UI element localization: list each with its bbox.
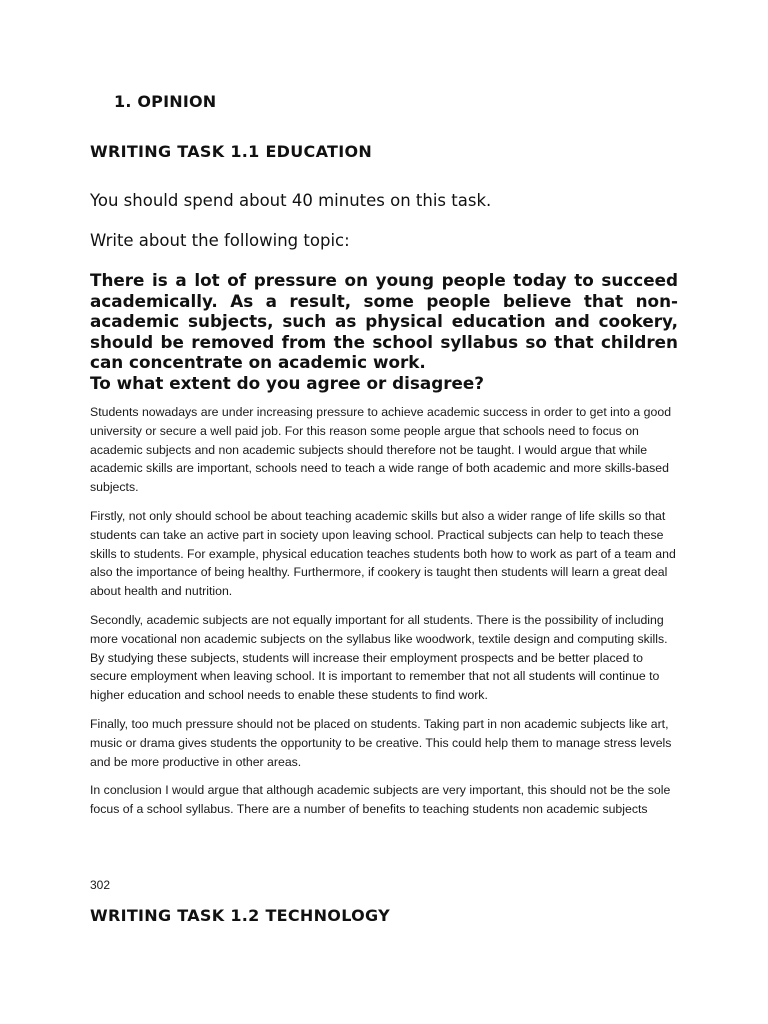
essay-paragraph-secondly: Secondly, academic subjects are not equally important for all students. There is the possibility of including more vocational non academic subjects on the syllabus like woodwork, textile design and computing skills. By studying these subjects, students will increase their employment prospects and be better placed to secure employment when leaving school. It is important to remember that not all students will continue to higher education and school needs to enable these students to find work. xyxy=(90,613,668,703)
essay-paragraph-firstly: Firstly, not only should school be about teaching academic skills but also a wider range of life skills so that students can take an active part in society upon leaving school. Practical subjects can help to teach these skills to students. For example, physical education teaches students both how to work as part of a team and also the importance of being healthy. Furthermore, if cookery is taught then students will learn a great deal about health and nutrition. xyxy=(90,509,676,599)
essay-paragraph-conclusion: In conclusion I would argue that although academic subjects are very important, this should not be the sole focus of a school syllabus. There are a number of benefits to teaching students non academic subjects xyxy=(90,783,671,816)
task-heading: WRITING TASK 1.1 EDUCATION xyxy=(90,142,373,161)
next-task-heading: WRITING TASK 1.2 TECHNOLOGY xyxy=(90,906,391,925)
page-number: 302 xyxy=(90,878,111,892)
essay-paragraph-finally: Finally, too much pressure should not be placed on students. Taking part in non academic subjects like art, music or drama gives students the opportunity to be creative. This could help them to manage stress levels and be more productive in other areas. xyxy=(90,717,672,769)
essay-prompt: There is a lot of pressure on young people today to succeed academically. As a result, some people believe that non-academic subjects, such as physical education and cookery, should be removed from the school syllabus so that children can concentrate on academic work. xyxy=(90,270,678,372)
section-heading: 1. OPINION xyxy=(114,92,217,111)
essay-paragraph-intro: Students nowadays are under increasing pressure to achieve academic success in order to get into a good university or secure a well paid job. For this reason some people argue that schools need to focus on academic subjects and non academic subjects should therefore not be taught. I would argue that while academic skills are important, schools need to teach a wide range of both academic and more skills-based subjects. xyxy=(90,405,672,495)
prompt-question: To what extent do you agree or disagree? xyxy=(90,373,485,393)
time-instruction: You should spend about 40 minutes on this task. xyxy=(90,191,492,210)
topic-instruction: Write about the following topic: xyxy=(90,231,350,250)
